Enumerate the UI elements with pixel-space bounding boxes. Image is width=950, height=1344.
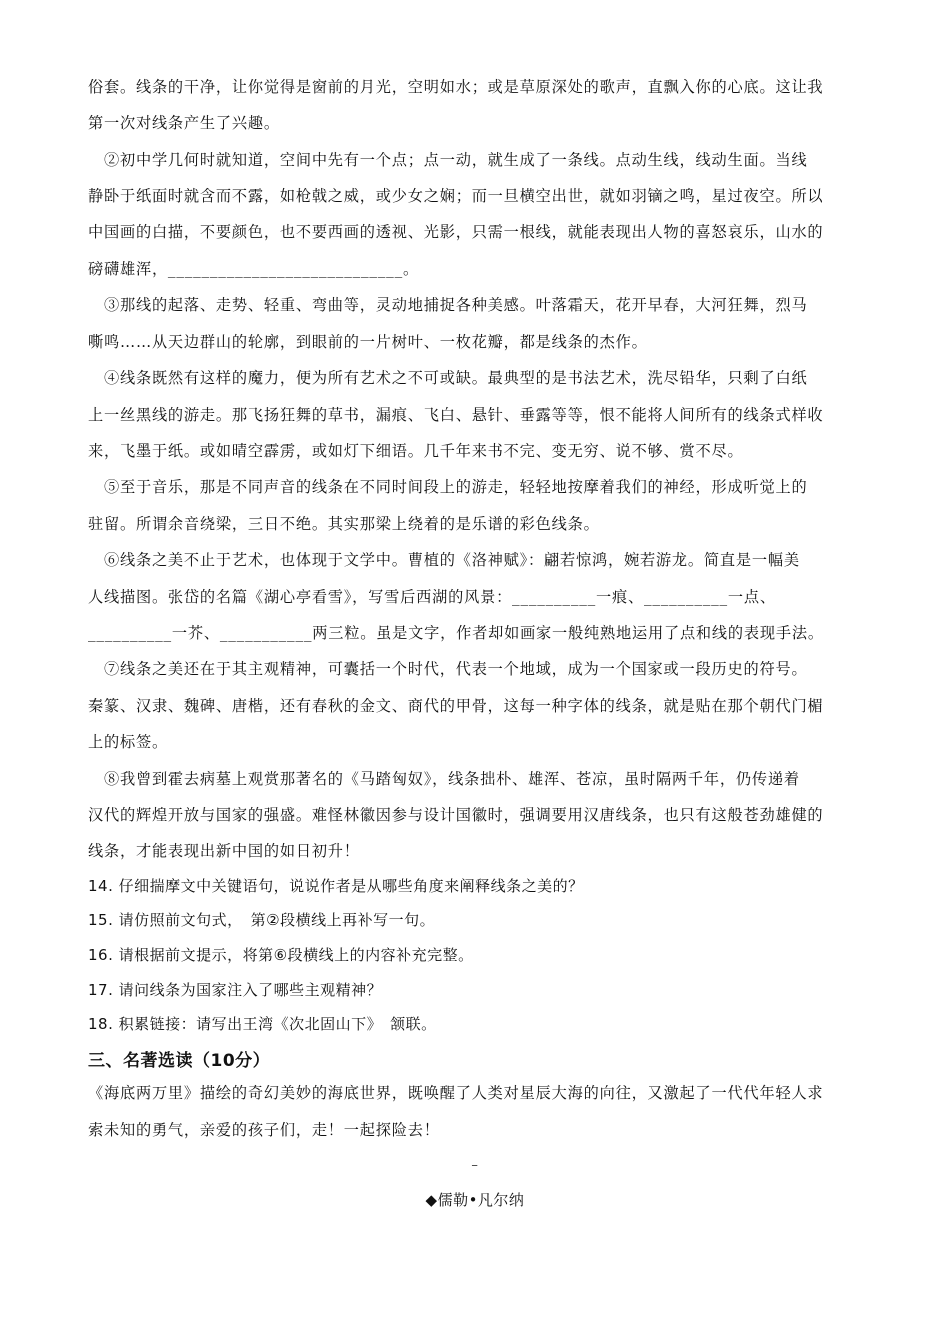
question-17: 17. 请问线条为国家注入了哪些主观精神？ xyxy=(88,981,383,999)
paragraph-5-line-1: ⑤至于音乐，那是不同声音的线条在不同时间段上的游走，轻轻地按摩着我们的神经，形成听觉上的 xyxy=(88,478,808,496)
paragraph-7-line-1: ⑦线条之美还在于其主观精神，可囊括一个时代，代表一个地域，成为一个国家或一段历史的符号。 xyxy=(88,660,808,678)
paragraph-2-line-1: ②初中学几何时就知道，空间中先有一个点；点一动，就生成了一条线。点动生线，线动生面。当线 xyxy=(88,151,808,169)
paragraph-2-line-2: 静卧于纸面时就含而不露，如枪戟之威，或少女之娴；而一旦横空出世，就如羽镝之鸣，星过夜空。所以 xyxy=(88,187,824,205)
paragraph-6-line-1: ⑥线条之美不止于艺术，也体现于文学中。曹植的《洛神赋》：翩若惊鸿，婉若游龙。简直是一幅美 xyxy=(88,551,800,569)
paragraph-4-line-1: ④线条既然有这样的魔力，便为所有艺术之不可或缺。最典型的是书法艺术，洗尽铅华，只剩了白纸 xyxy=(88,369,808,387)
paragraph-5-line-2: 驻留。所谓余音绕梁，三日不绝。其实那梁上绕着的是乐谱的彩色线条。 xyxy=(88,515,600,533)
paragraph-6-line-2: 人线描图。张岱的名篇《湖心亭看雪》，写雪后西湖的风景：__________一痕、__________一点、 xyxy=(88,588,776,606)
section-heading: 三、名著选读（10分） xyxy=(88,1051,271,1071)
page-dash: – xyxy=(471,1158,479,1173)
section-intro-line-2: 索未知的勇气，亲爱的孩子们，走！一起探险去！ xyxy=(88,1121,440,1139)
paragraph-2-line-3: 中国画的白描，不要颜色，也不要西画的透视、光影，只需一根线，就能表现出人物的喜怒哀乐，山水的 xyxy=(88,223,824,241)
paragraph-4-line-3: 来，飞墨于纸。或如晴空霹雳，或如灯下细语。几千年来书不完、变无穷、说不够、赏不尽。 xyxy=(88,442,744,460)
section-intro-line-1: 《海底两万里》描绘的奇幻美妙的海底世界，既唤醒了人类对星辰大海的向往，又激起了一代代年轻人求 xyxy=(88,1084,824,1102)
paragraph-8-line-1: ⑧我曾到霍去病墓上观赏那著名的《马踏匈奴》，线条拙朴、雄浑、苍凉，虽时隔两千年，仍传递着 xyxy=(88,770,800,788)
question-18: 18. 积累链接：请写出王湾《次北固山下》 颔联。 xyxy=(88,1015,437,1033)
paragraph-2-line-4: 磅礴雄浑，____________________________。 xyxy=(88,260,419,278)
question-15: 15. 请仿照前文句式， 第②段横线上再补写一句。 xyxy=(88,911,436,929)
passage-line-1: 俗套。线条的干净，让你觉得是窗前的月光，空明如水；或是草原深处的歌声，直飘入你的心底。这让我 xyxy=(88,78,824,96)
paragraph-7-line-3: 上的标签。 xyxy=(88,733,168,751)
paragraph-3-line-2: 嘶鸣……从天边群山的轮廓，到眼前的一片树叶、一枚花瓣，都是线条的杰作。 xyxy=(88,333,648,351)
paragraph-8-line-2: 汉代的辉煌开放与国家的强盛。难怪林徽因参与设计国徽时，强调要用汉唐线条，也只有这般苍劲雄健的 xyxy=(88,806,824,824)
paragraph-3-line-1: ③那线的起落、走势、轻重、弯曲等，灵动地捕捉各种美感。叶落霜天，花开早春，大河狂舞，烈马 xyxy=(88,296,808,314)
question-14: 14. 仔细揣摩文中关键语句，说说作者是从哪些角度来阐释线条之美的？ xyxy=(88,877,584,895)
question-16: 16. 请根据前文提示，将第⑥段横线上的内容补充完整。 xyxy=(88,946,474,964)
paragraph-8-line-3: 线条，才能表现出新中国的如日初升！ xyxy=(88,842,360,860)
paragraph-6-line-3: __________一芥、___________两三粒。虽是文字，作者却如画家一般纯熟地运用了点和线的表现手法。 xyxy=(88,624,824,642)
paragraph-4-line-2: 上一丝黑线的游走。那飞扬狂舞的草书，漏痕、飞白、悬针、垂露等等，恨不能将人间所有的线条式样收 xyxy=(88,406,824,424)
passage-line-2: 第一次对线条产生了兴趣。 xyxy=(88,114,280,132)
paragraph-7-line-2: 秦篆、汉隶、魏碑、唐楷，还有春秋的金文、商代的甲骨，这每一种字体的线条，就是贴在那个朝代门楣 xyxy=(88,697,824,715)
book-author: ◆儒勒•凡尔纳 xyxy=(425,1191,525,1209)
